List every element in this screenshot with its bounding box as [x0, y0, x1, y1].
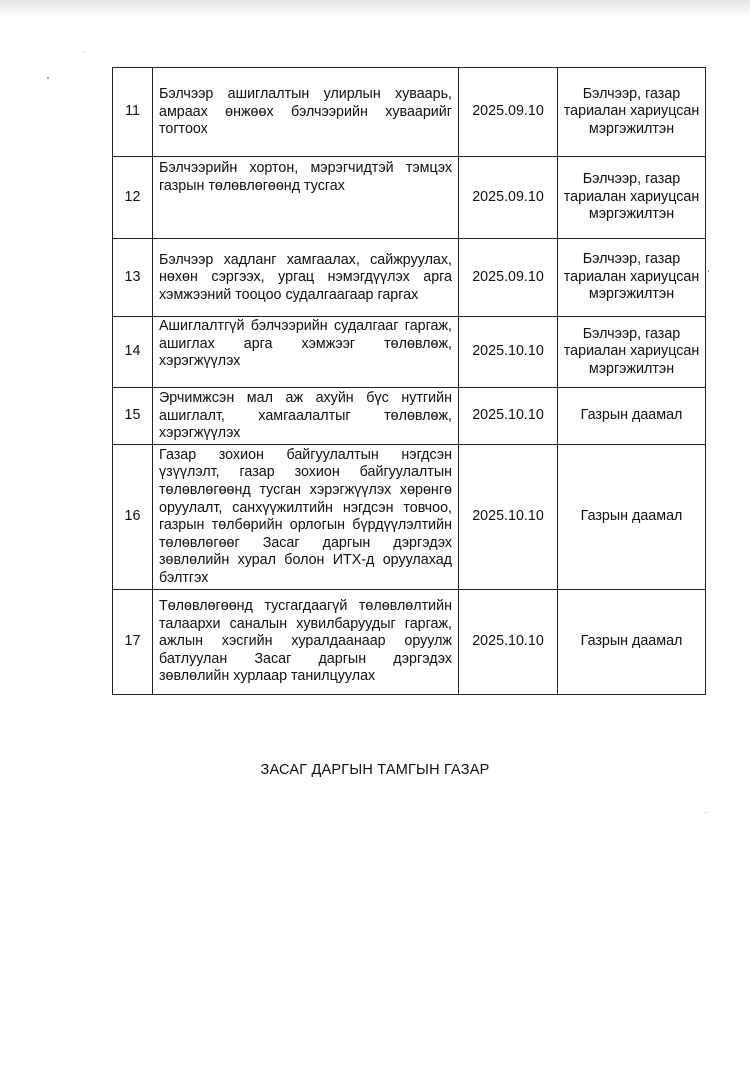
row-responsible: Газрын даамал: [558, 589, 706, 694]
row-responsible: Бэлчээр, газар тариалан хариуцсан мэргэжилтэн: [558, 239, 706, 317]
plan-table: [112, 67, 706, 695]
row-number: 13: [113, 239, 153, 317]
row-description: Бэлчээрийн хортон, мэрэгчидтэй тэмцэх газрын төлөвлөгөөнд тусгах: [153, 157, 459, 239]
row-description: Бэлчээр хадланг хамгаалах, сайжруулах, нөхөн сэргээх, ургац нэмэгдүүлэх арга хэмжээний тооцоо судалгаагаар гаргах: [153, 239, 459, 317]
scan-speck: [705, 812, 706, 813]
table-row: [113, 444, 706, 589]
row-number: 12: [113, 157, 153, 239]
table-row: [113, 157, 706, 239]
table-row: [113, 239, 706, 317]
row-date: 2025.10.10: [459, 444, 558, 589]
row-date: 2025.09.10: [459, 157, 558, 239]
row-date: 2025.09.10: [459, 239, 558, 317]
row-number: 11: [113, 68, 153, 157]
row-description: Ашиглалтгүй бэлчээрийн судалгааг гаргаж, ашиглах арга хэмжээг төлөвлөж, хэрэгжүүлэх: [153, 317, 459, 388]
row-responsible: Бэлчээр, газар тариалан хариуцсан мэргэжилтэн: [558, 317, 706, 388]
table-row: [113, 317, 706, 388]
table-row: [113, 68, 706, 157]
row-responsible: Газрын даамал: [558, 388, 706, 445]
table-row: [113, 388, 706, 445]
row-responsible: Газрын даамал: [558, 444, 706, 589]
row-description: Газар зохион байгуулалтын нэгдсэн үзүүлэлт, газар зохион байгуулалтын төлөвлөгөөнд тусган хэрэгжүүлэх хөрөнгө оруулалт, санхүүжилтийн нэгдсэн товчоо, газрын төлбөрийн орлогын бүрдүүлэлтийн төлөвлөгөөг Засаг даргын дэргэдэх зөвлөлийн хурал болон ИТХ-д оруулахад бэлтгэх: [153, 444, 459, 589]
row-number: 17: [113, 589, 153, 694]
row-description: Бэлчээр ашиглалтын улирлын хуваарь, амраах өнжөөх бэлчээрийн хуваарийг тогтоох: [153, 68, 459, 157]
table-row: [113, 589, 706, 694]
row-description: Эрчимжсэн мал аж ахуйн бүс нутгийн ашиглалт, хамгаалалтыг төлөвлөж, хэрэгжүүлэх: [153, 388, 459, 445]
row-number: 14: [113, 317, 153, 388]
row-description: Төлөвлөгөөнд тусгагдаагүй төлөвлөлтийн талаархи саналын хувилбаруудыг гаргаж, ажлын хэсгийн хуралдаанаар оруулж батлуулан Засаг даргын дэргэдэх зөвлөлийн хурлаар танилцуулах: [153, 589, 459, 694]
row-number: 16: [113, 444, 153, 589]
row-date: 2025.09.10: [459, 68, 558, 157]
row-responsible: Бэлчээр, газар тариалан хариуцсан мэргэжилтэн: [558, 157, 706, 239]
scan-speck: [708, 270, 709, 272]
scan-top-edge: [0, 0, 750, 18]
office-signature-title: ЗАСАГ ДАРГЫН ТАМГЫН ГАЗАР: [260, 762, 490, 778]
scan-speck: [47, 77, 49, 79]
row-number: 15: [113, 388, 153, 445]
scan-speck: [84, 52, 85, 53]
row-responsible: Бэлчээр, газар тариалан хариуцсан мэргэжилтэн: [558, 68, 706, 157]
row-date: 2025.10.10: [459, 589, 558, 694]
row-date: 2025.10.10: [459, 388, 558, 445]
row-date: 2025.10.10: [459, 317, 558, 388]
